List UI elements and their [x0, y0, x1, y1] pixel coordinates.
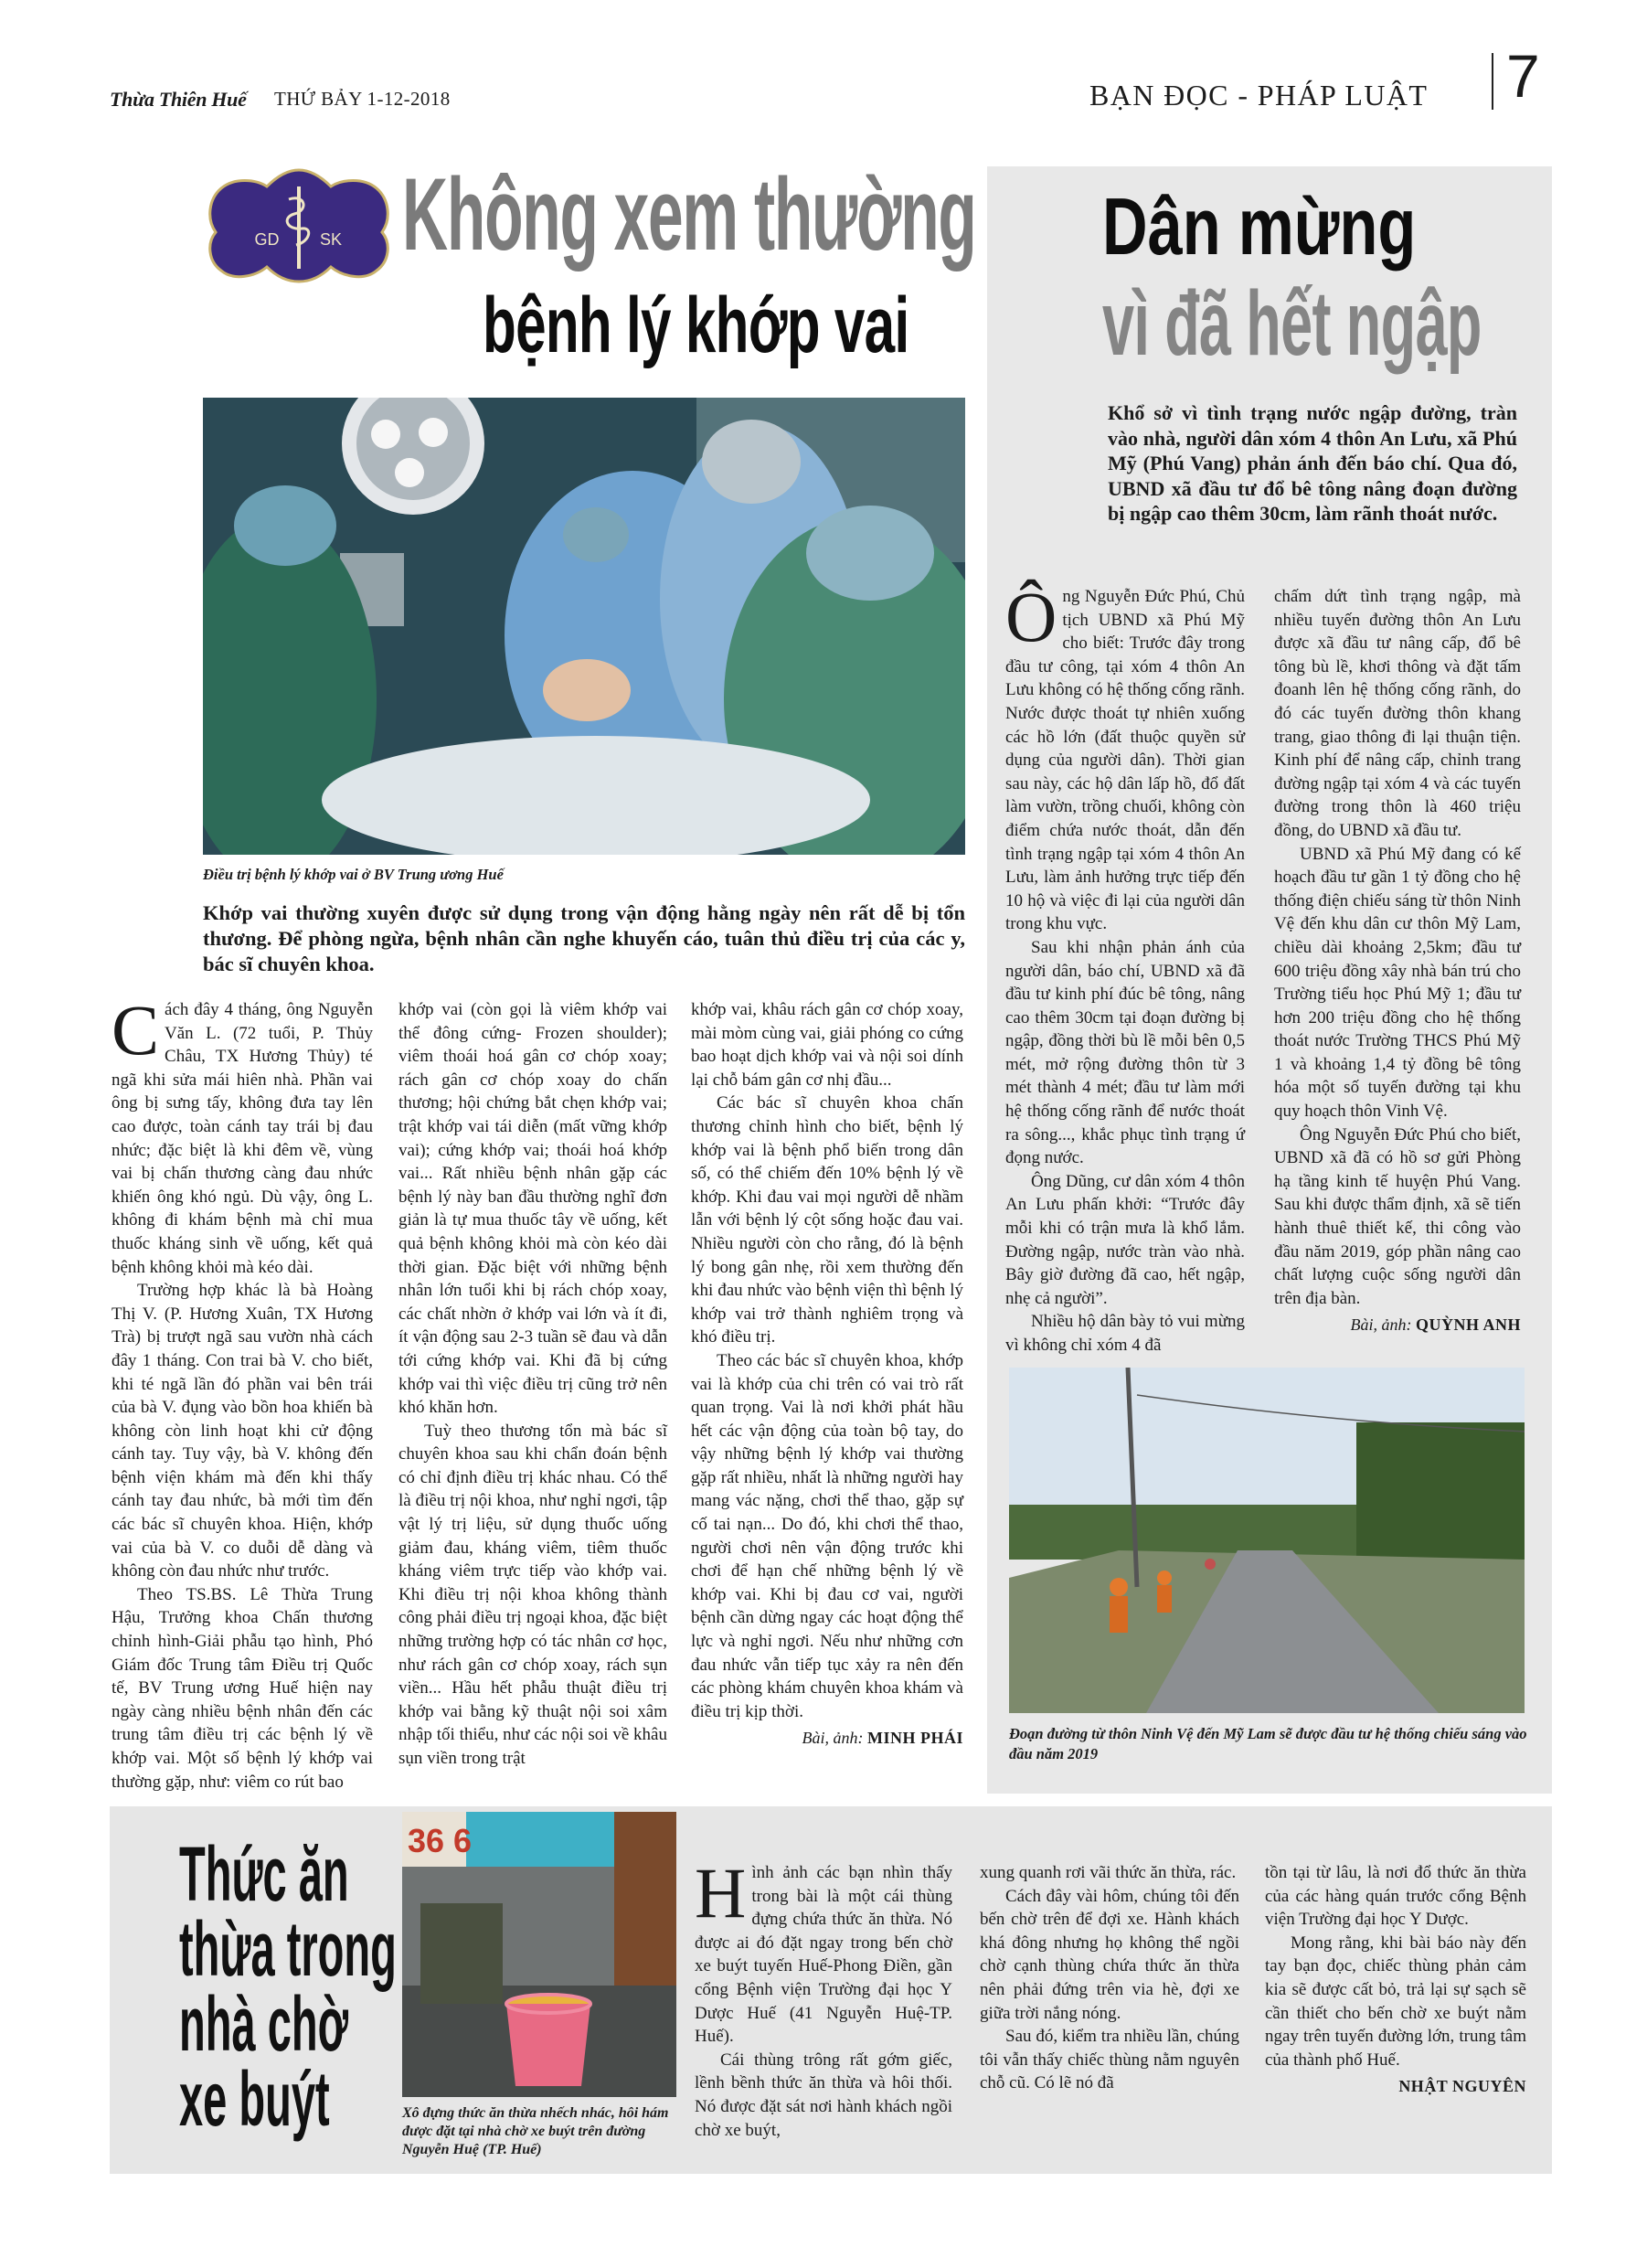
article1-dropcap: C [112, 990, 160, 1070]
bin-photo-sign-text: 36 6 [408, 1822, 473, 1859]
surgery-photo [203, 398, 965, 855]
article1-paragraph: ách đây 4 tháng, ông Nguyễn Văn L. (72 tuổi, P. Thủy Châu, TX Hương Thủy) té ngã khi sửa mái hiên nhà. Phần vai ông bị sưng tấy, không đưa tay lên cao được, toàn cánh tay trái bị đau nhức; đặc biệt là khi đêm về, vùng vai bị chấn thương càng đau nhức khiến ông khó ngủ. Dù vậy, ông L. không đi khám bệnh mà chỉ mua thuốc kháng sinh về uống, kết quả bệnh không khỏi mà kéo dài. [112, 1000, 373, 1277]
article2-paragraph: Sau khi nhận phản ánh của người dân, báo chí, UBND xã đã đầu tư kinh phí đúc bê tông, nâng cao thêm 30cm tại đoạn đường bị ngập, đồng thời bù lề mỗi bên 0,5 mét, mở rộng đường thôn từ 3 mét thành 4 mét; đầu tư làm mới hệ thống cống rãnh để nước thoát ra sông..., khắc phục tình trạng ứ đọng nước. [1005, 937, 1245, 1168]
article2-paragraph: ng Nguyễn Đức Phú, Chủ tịch UBND xã Phú Mỹ cho biết: Trước đây trong đầu tư công, tại xóm 4 thôn An Lưu không có hệ thống cống rãnh. Nước được thoát tự nhiên xuống các hồ lớn (đất thuộc quyền sử dụng của người dân). Thời gian sau này, các hộ dân lấp hồ, đổ đất làm vườn, trồng chuối, không còn điểm chứa nước thoát, dẫn đến tình trạng ngập tại xóm 4 thôn An Lưu, làm ảnh hưởng trực tiếp đến 10 hộ và việc đi lại của người dân trong khu vực. [1005, 587, 1245, 934]
article3-paragraph: xung quanh rơi vãi thức ăn thừa, rác. [980, 1863, 1237, 1882]
logo-text-left: GD [254, 230, 280, 249]
article2-title-line2: vì đã hết ngập [1102, 272, 1482, 375]
article3-paragraph: Cách đây vài hôm, chúng tôi đến bến chờ trên để đợi xe. Hành khách khá đông nhưng họ không thể ngồi chờ cạnh thùng chứa thức ăn thừa nên phải đứng trên via hè, đợi xe giữa trời nắng nóng. [980, 1886, 1239, 2023]
article1-paragraph: Theo TS.BS. Lê Thừa Trung Hậu, Trưởng khoa Chấn thương chỉnh hình-Giải phẫu tạo hình, Phó Giám đốc Trung tâm Điều trị Quốc tế, BV Trung ương Huế hiện nay ngày càng nhiều bệnh nhân đến các trung tâm điều trị các bệnh lý về khớp vai. Một số bệnh lý khớp vai thường gặp, như: viêm co rút bao [112, 1584, 373, 1792]
article3-dropcap: H [695, 1853, 747, 1933]
article3-paragraph: Cái thùng trông rất gớm giếc, lềnh bềnh thức ăn thừa và hôi thối. Nó được đặt sát nơi hành khách ngồi chờ xe buýt, [695, 2050, 952, 2140]
page-number: 7 [1506, 42, 1540, 110]
article1-lead: Khớp vai thường xuyên được sử dụng trong vận động hằng ngày nên rất dễ bị tổn thương. Để phòng ngừa, bệnh nhân cần nghe khuyến cáo, tuân thủ điều trị của các y, bác sĩ chuyên khoa. [203, 901, 965, 975]
section-title: BẠN ĐỌC - PHÁP LUẬT [1089, 79, 1429, 112]
header-divider [1492, 53, 1493, 110]
article3-title-line2: thừa trong [179, 1906, 397, 1992]
article3-paragraph: ình ảnh các bạn nhìn thấy trong bài là một cái thùng đựng chứa thức ăn thừa. Nó được ai đó đặt ngay trong bến chờ xe buýt tuyến Huế-Phong Điền, gần cổng Bệnh viện Trường đại học Y Dược Huế (41 Nguyễn Huệ-TP. Huế). [695, 1863, 952, 2047]
article1-column-1 [112, 990, 373, 1794]
article2-title-line1: Dân mừng [1102, 181, 1417, 272]
article1-paragraph: khớp vai, khâu rách gân cơ chóp xoay, mài mòm cùng vai, giải phóng co cứng bao hoạt dịch khớp vai và nội soi dính lại chỗ bám gân cơ nhị đầu... [691, 1000, 963, 1090]
article1-title-line1: Không xem thường [402, 157, 976, 272]
article3-title-line4: xe buýt [179, 2056, 330, 2142]
article2-paragraph: Ông Dũng, cư dân xóm 4 thôn An Lưu phấn khởi: “Trước đây mỗi khi có trận mưa là khổ lắm. Đường ngập, nước tràn vào nhà. Bây giờ đường đã cao, hết ngập, nhẹ cả người”. [1005, 1171, 1245, 1308]
article2-byline: Bài, ảnh: QUỲNH ANH [1350, 1315, 1521, 1335]
article2-paragraph: Nhiều hộ dân bày tỏ vui mừng vì không chỉ xóm 4 đã [1005, 1312, 1245, 1355]
article2-column-1 [1005, 577, 1245, 1358]
article1-paragraph: khớp vai (còn gọi là viêm khớp vai thể đông cứng- Frozen shoulder); viêm thoái hoá gân cơ chóp xoay; rách gân cơ chóp xoay do chấn thương; hội chứng bắt chẹn khớp vai; trật khớp vai tái diễn (mất vững khớp vai); cứng khớp vai; thoái hoá khớp vai... Rất nhiều bệnh nhân gặp các bệnh lý này ban đầu thường nghĩ đơn giản là tự mua thuốc tây về uống, kết quả bệnh không khỏi mà còn kéo dài thời gian. Đặc biệt với những bệnh nhân lớn tuổi khi bị rách chóp xoay, các chất nhờn ở khớp vai lớn và ít đi, ít vận động sau 2-3 tuần sẽ đau và dẫn tới cứng khớp vai. Khi đã bị cứng khớp vai thì việc điều trị cũng trở nên khó khăn hơn. [398, 1000, 667, 1418]
article2-column-2 [1274, 585, 1521, 1335]
issue-date: THỨ BẢY 1-12-2018 [274, 88, 451, 110]
health-logo [203, 166, 395, 285]
article1-paragraph: Trường hợp khác là bà Hoàng Thị V. (P. Hương Xuân, TX Hương Trà) bị trượt ngã sau vườn nhà cách đây 1 tháng. Con trai bà V. cho biết, khi té ngã lần đó phần vai bên trái của bà V. đụng vào bồn hoa khiến bà không còn linh hoạt khi cử động cánh tay. Tuy vậy, bà V. không đến bệnh viện khám mà đến khi thấy cánh tay đau nhức, bà mới tìm đến các bác sĩ chuyên khoa. Hiện, khớp vai của bà V. co duỗi dễ dàng và không còn đau nhức như trước. [112, 1281, 373, 1581]
article1-paragraph: Theo các bác sĩ chuyên khoa, khớp vai là khớp của chi trên có vai trò rất quan trọng. Vai là nơi khởi phát hầu hết các vận động của toàn bộ tay, do vậy những bệnh lý khớp vai thường gặp rất nhiều, nhất là những người hay mang vác nặng, chơi thể thao, gặp sự cố tai nạn... Do đó, khi chơi thể thao, người chơi nên vận động trước khi chơi để hạn chế những bệnh lý về khớp vai. Khi bị đau cơ vai, người bệnh cần dừng ngay các hoạt động thể lực và nghỉ ngơi. Nếu như những cơn đau nhức vẫn tiếp tục xảy ra nên đến các phòng khám chuyên khoa khám và điều trị kịp thời. [691, 1350, 963, 1721]
article1-paragraph: Các bác sĩ chuyên khoa chấn thương chỉnh hình cho biết, bệnh lý khớp vai là bệnh phổ biến trong dân số, có thể chiếm đến 10% bệnh lý về khớp. Khi đau vai mọi người dễ nhầm lẫn với bệnh lý cột sống hoặc đau vai. Nhiều người còn cho rằng, đó là bệnh lý bong gân nhẹ, rồi xem thường đến khi đau nhức vào bệnh viện thì bệnh lý khớp vai trở thành nghiêm trọng và khó điều trị. [691, 1093, 963, 1347]
newspaper-name: Thừa Thiên Huế [110, 88, 247, 111]
article1-column-3 [691, 998, 963, 1748]
article1-paragraph: Tuỳ theo thương tổn mà bác sĩ chuyên khoa sau khi chẩn đoán bệnh có chỉ định điều trị khác nhau. Có thể là điều trị nội khoa, như nghỉ ngơi, tập vật lý trị liệu, sử dụng thuốc uống giảm đau, kháng viêm, tiêm thuốc kháng viêm trực tiếp vào khớp vai. Khi điều trị nội khoa không thành công phải điều trị ngoại khoa, đặc biệt những trường hợp có tác nhân cơ học, như rách gân cơ chóp xoay, rách sụn viền... Hầu hết phẫu thuật điều trị khớp vai bằng kỹ thuật nội soi xâm nhập tối thiểu, như các nội soi về khâu sụn viền trong trật [398, 1421, 667, 1768]
article1-byline: Bài, ảnh: MINH PHÁI [802, 1729, 963, 1748]
article1-column-2 [398, 998, 667, 1771]
article2-paragraph: UBND xã Phú Mỹ đang có kế hoạch đầu tư gần 1 tỷ đồng cho hệ thống điện chiếu sáng từ thôn Ninh Vệ đến khu dân cư thôn Mỹ Lam, chiều dài khoảng 2,5km; đầu tư 600 triệu đồng xây nhà bán trú cho Trường tiểu học Phú Mỹ 1; đầu tư hơn 200 triệu đồng cho hệ thống thoát nước Trường THCS Phú Mỹ 1 và khoảng 1,4 tỷ đồng bê tông hóa một số tuyến đường tại khu quy hoạch thôn Vinh Vệ. [1274, 844, 1521, 1122]
road-photo-caption: Đoạn đường từ thôn Ninh Vệ đến Mỹ Lam sẽ được đầu tư hệ thống chiếu sáng vào đầu năm 2019 [1009, 1725, 1527, 1762]
article3-paragraph: Sau đó, kiểm tra nhiều lần, chúng tôi vẫn thấy chiếc thùng nằm nguyên chỗ cũ. Có lẽ nó đã [980, 2027, 1239, 2093]
logo-text-right: SK [319, 230, 343, 249]
article2-lead: Khổ sở vì tình trạng nước ngập đường, tràn vào nhà, người dân xóm 4 thôn An Lưu, xã Phú Mỹ (Phú Vang) phản ánh đến báo chí. Qua đó, UBND xã đầu tư đổ bê tông nâng đoạn đường bị ngập cao thêm 30cm, làm rãnh thoát nước. [1108, 401, 1517, 525]
article2-paragraph: Ông Nguyễn Đức Phú cho biết, UBND xã đã có hồ sơ gửi Phòng hạ tầng kinh tế huyện Phú Vang. Sau khi được thẩm định, xã sẽ tiến hành thuê thiết kế, thi công vào đầu năm 2019, góp phần nâng cao chất lượng cuộc sống người dân trên địa bàn. [1274, 1124, 1521, 1308]
article3-column-1 [695, 1853, 952, 2142]
article3-paragraph: tồn tại từ lâu, là nơi đổ thức ăn thừa của các hàng quán trước cổng Bệnh viện Trường đại học Y Dược. [1265, 1863, 1526, 1930]
article3-byline: NHẬT NGUYÊN [1398, 2077, 1526, 2096]
article2-dropcap: Ô [1005, 577, 1057, 656]
bin-photo-caption: Xô đựng thức ăn thừa nhếch nhác, hôi hám được đặt tại nhà chờ xe buýt trên đường Nguyễn Huệ (TP. Huế) [402, 2105, 669, 2157]
bin-photo [402, 1812, 676, 2097]
article3-column-3 [1265, 1861, 1526, 2096]
article3-column-2 [980, 1861, 1239, 2095]
article3-title-line3: nhà chờ [179, 1981, 349, 2067]
article2-paragraph: chấm dứt tình trạng ngập, mà nhiều tuyến đường thôn An Lưu được xã đầu tư nâng cấp, đổ bê tông bù lề, khơi thông và đặt tấm đoanh lên hệ thống cống rãnh, do đó các tuyến đường thôn khang trang, giao thông đi lại thuận tiện. Kinh phí để nâng cấp, chỉnh trang đường ngập tại xóm 4 và các tuyến đường trong thôn là 460 triệu đồng, do UBND xã đầu tư. [1274, 587, 1521, 840]
surgery-photo-caption: Điều trị bệnh lý khớp vai ở BV Trung ương Huế [203, 866, 504, 883]
article3-paragraph: Mong rằng, khi bài báo này đến tay bạn đọc, chiếc thùng phản cảm kia sẽ được cất bỏ, trả lại sự sạch sẽ cần thiết cho bến chờ xe buýt nằm ngay trên tuyến đường lớn, trung tâm của thành phố Huế. [1265, 1933, 1526, 2070]
article3-title-line1: Thức ăn [179, 1831, 349, 1917]
road-photo [1009, 1368, 1525, 1713]
article1-title-line2: bệnh lý khớp vai [483, 282, 909, 369]
